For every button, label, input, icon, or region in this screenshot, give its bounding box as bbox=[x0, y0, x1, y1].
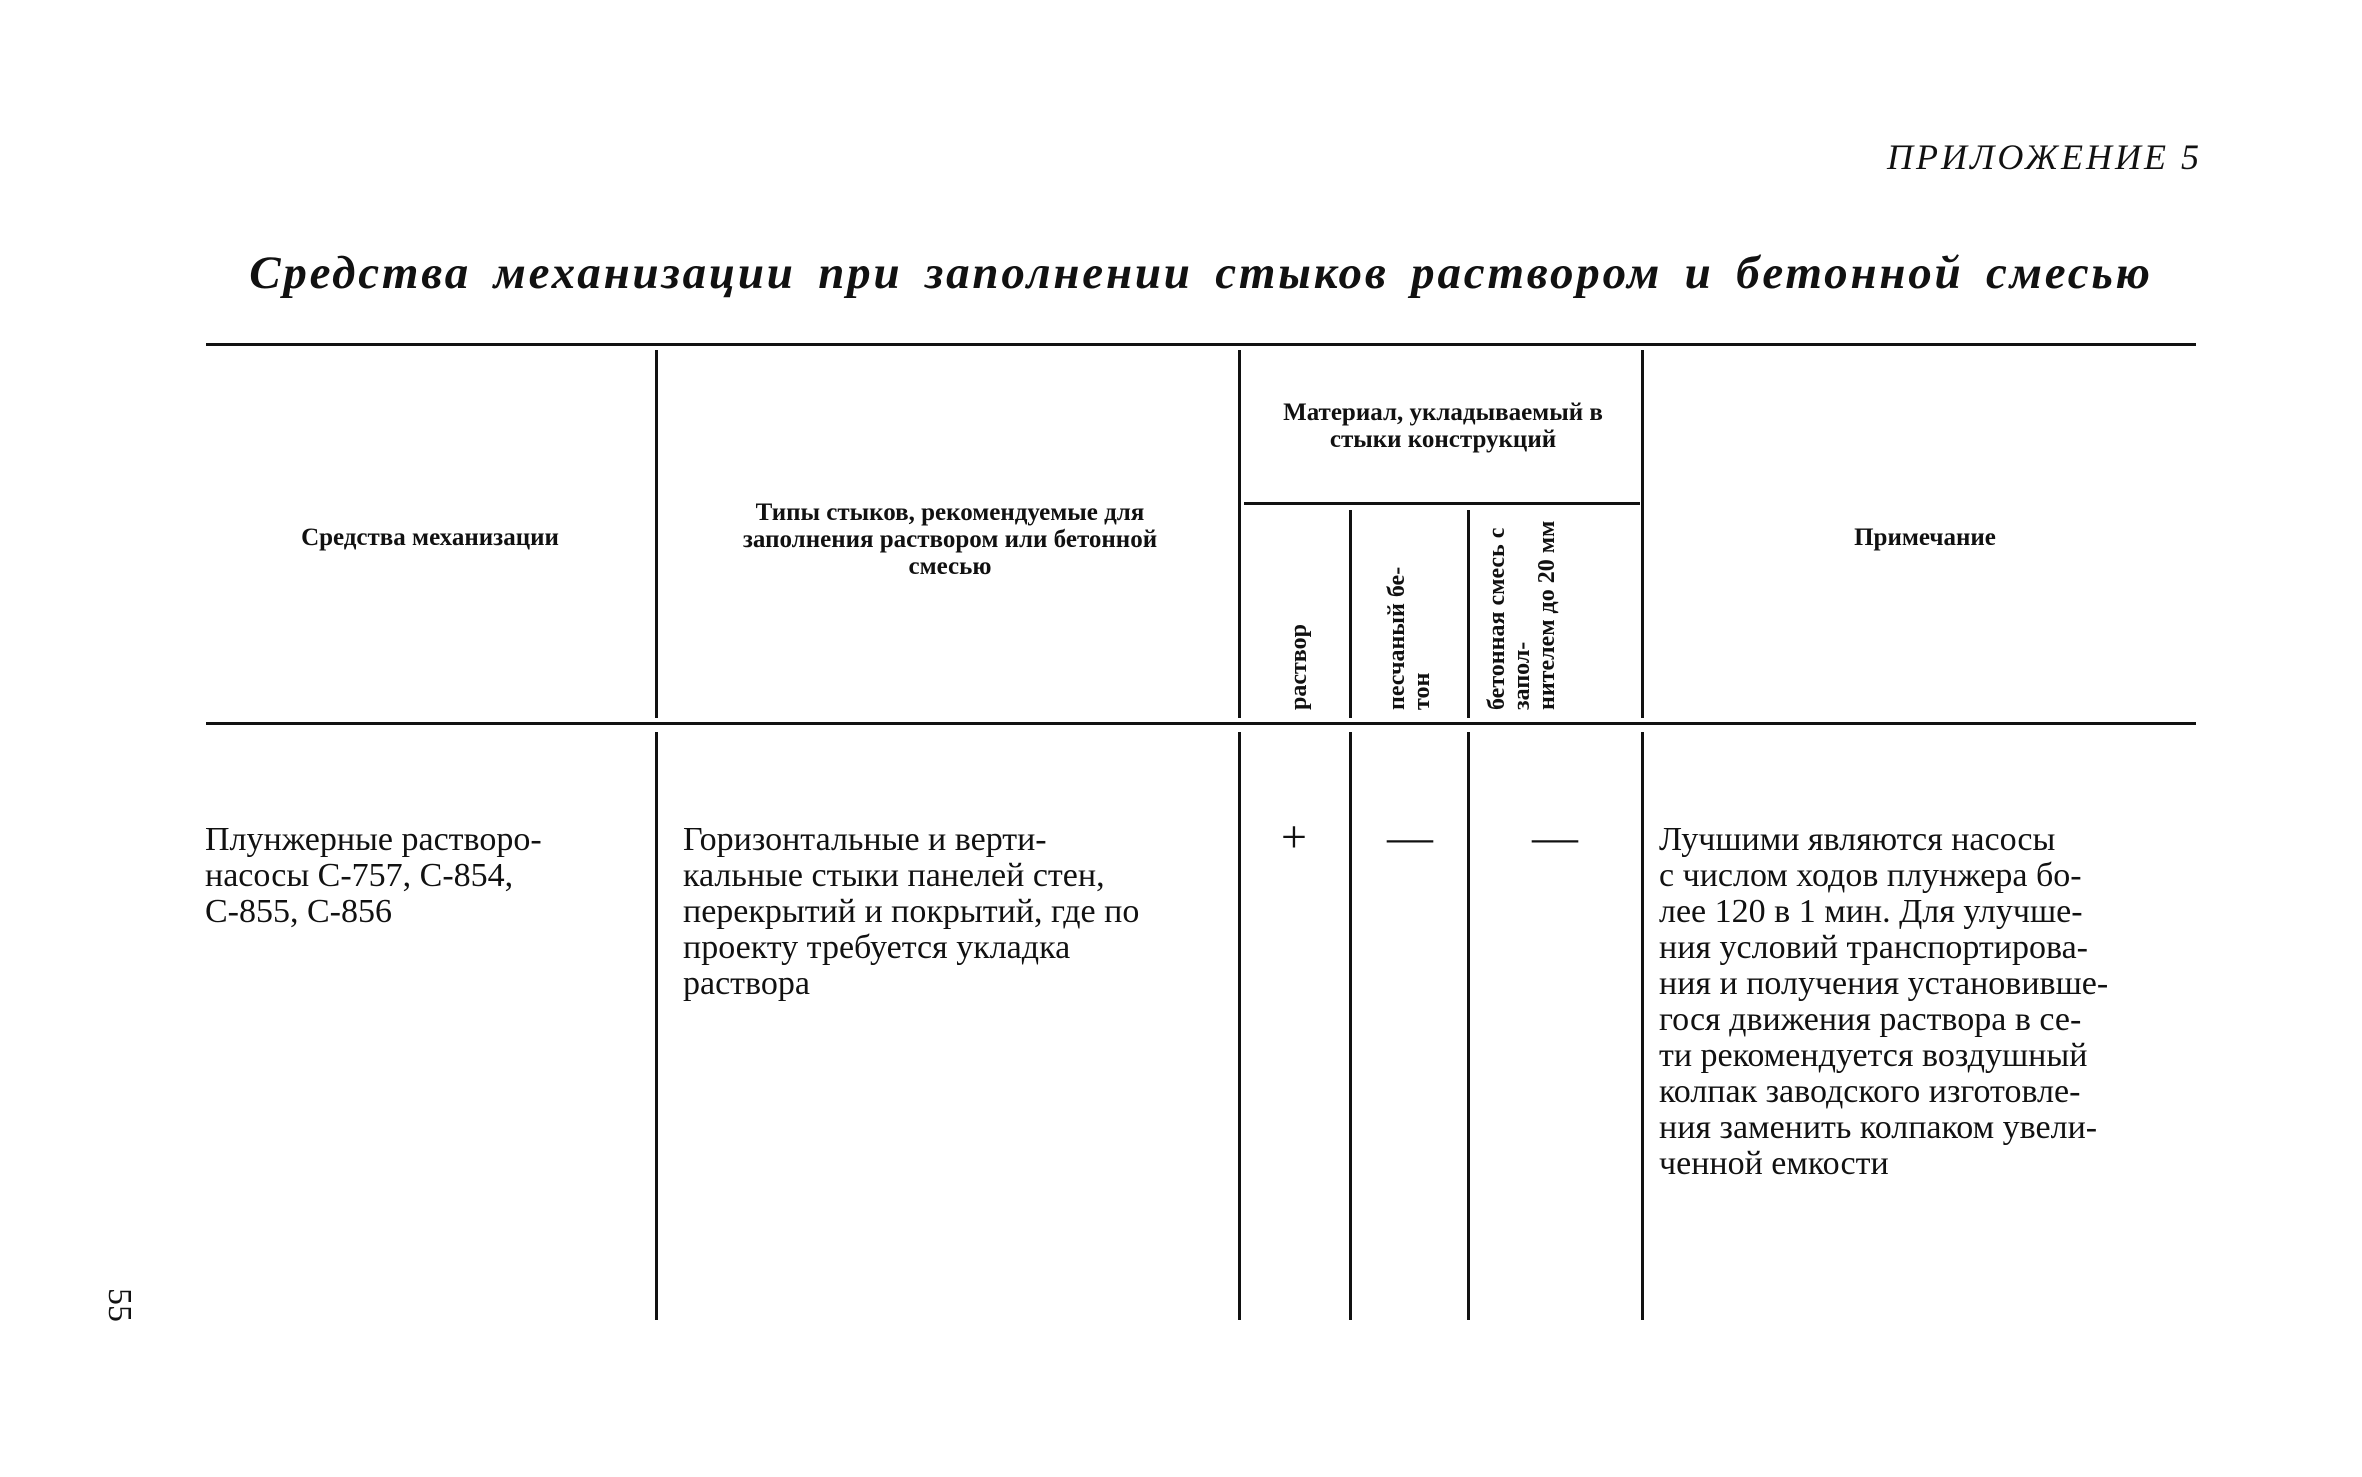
column-divider bbox=[655, 350, 658, 718]
header-note: Примечание bbox=[1854, 524, 1996, 551]
header-material-concrete: бетонная смесь с запол- нителем до 20 мм bbox=[1484, 520, 1560, 710]
cell-joint-types: Горизонтальные и верти- кальные стыки панелей стен, перекрытий и покрытий, где по проекту требуется укладка раствора bbox=[683, 821, 1140, 1002]
column-divider bbox=[1467, 510, 1470, 718]
header-means: Средства механизации bbox=[301, 524, 559, 551]
column-divider bbox=[1641, 350, 1644, 718]
appendix-label: ПРИЛОЖЕНИЕ 5 bbox=[1887, 137, 2202, 177]
column-divider bbox=[1238, 350, 1241, 718]
header-bottom-rule bbox=[206, 722, 2196, 725]
column-divider bbox=[655, 732, 658, 1320]
cell-sand-concrete: — bbox=[1387, 811, 1433, 862]
column-divider bbox=[1467, 732, 1470, 1320]
cell-note: Лучшими являются насосы с числом ходов плунжера бо- лее 120 в 1 мин. Для улучше- ния условий транспортирова- ния и получения установивше- гося движения раствора в се- ти рекомендуется воздушный колпак заводского изготовле- ния заменить колпаком увели- ченной емкости bbox=[1659, 821, 2109, 1182]
header-material-sand-concrete: песчаный бе- тон bbox=[1384, 566, 1435, 710]
column-divider bbox=[1349, 510, 1352, 718]
header-joint-types: Типы стыков, рекомендуемые для заполнения раствором или бетонной смесью bbox=[742, 499, 1158, 580]
material-subheader-rule bbox=[1244, 502, 1640, 505]
header-material-group: Материал, укладываемый в стыки конструкций bbox=[1283, 399, 1603, 453]
cell-means: Плунжерные растворо- насосы С-757, С-854, С-855, С-856 bbox=[205, 821, 542, 930]
column-divider bbox=[1641, 732, 1644, 1320]
document-title: Средства механизации при заполнении стыков раствором и бетонной смесью bbox=[249, 247, 2153, 299]
header-material-mortar: раствор bbox=[1286, 624, 1312, 710]
page-number: 55 bbox=[101, 1288, 138, 1322]
cell-concrete: — bbox=[1532, 811, 1578, 862]
column-divider bbox=[1349, 732, 1352, 1320]
column-divider bbox=[1238, 732, 1241, 1320]
cell-mortar: + bbox=[1281, 811, 1307, 862]
table-top-rule bbox=[206, 343, 2196, 346]
